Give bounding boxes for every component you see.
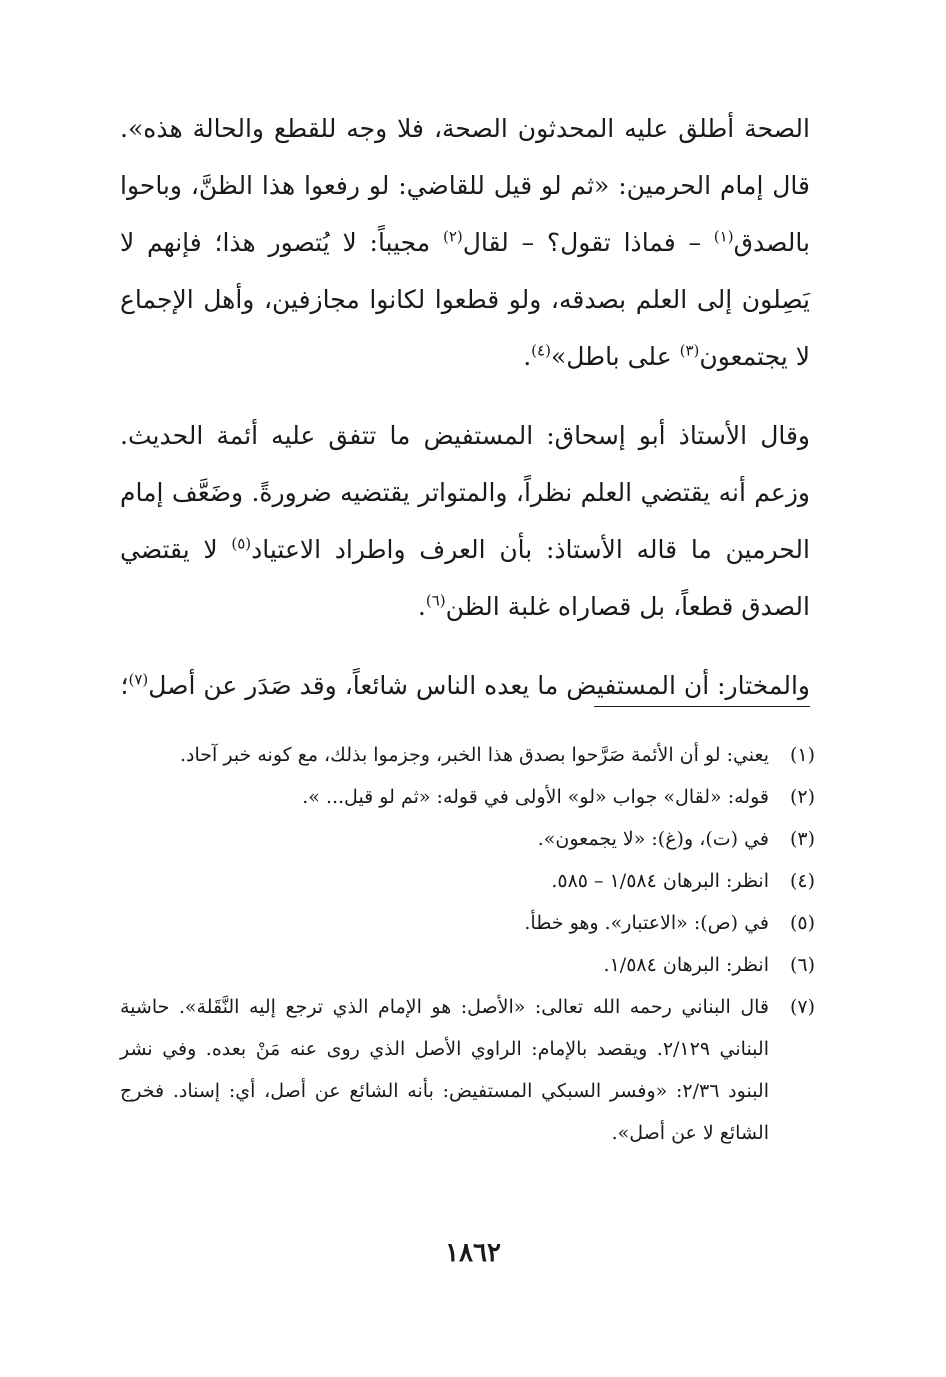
- footnote-text: قوله: «لقال» جواب «لو» الأولى في قوله: «ثم لو قيل... ».: [302, 786, 769, 808]
- footnote-5: [120, 902, 815, 944]
- footnote-number: (٥): [789, 912, 815, 934]
- footnote-text: انظر: البرهان ١/٥٨٤.: [603, 954, 769, 976]
- footnote-number: (٢): [789, 786, 815, 808]
- footnote-number: (٣): [789, 828, 815, 850]
- text-span: لا يقتضي الصدق قطعاً، بل قصاراه غلبة الظن: [120, 535, 810, 621]
- footnote-number: (٦): [789, 954, 815, 976]
- text-span: ؛: [120, 671, 129, 700]
- footnote-text: في (ت)، و(غ): «لا يجمعون».: [537, 828, 769, 850]
- footnote-ref-4[interactable]: (٤): [531, 341, 551, 360]
- text-span: .: [417, 592, 426, 621]
- paragraph-1: [120, 100, 810, 385]
- footnote-7: [120, 986, 815, 1154]
- footnote-ref-7[interactable]: (٧): [128, 670, 149, 689]
- text-span: .: [523, 342, 532, 371]
- text-span: مجيباً: لا يُتصور هذا؛ فإنهم لا يَصِلون إلى العلم بصدقه، ولو قطعوا لكانوا مجازفين، وأهل الإجماع لا يجتمعون: [120, 228, 810, 371]
- footnote-6: [120, 944, 815, 986]
- text-span: على باطل»: [550, 342, 680, 371]
- footnote-1: [120, 734, 815, 776]
- main-text: [120, 100, 810, 714]
- text-span: الصحة أطلق عليه المحدثون الصحة، فلا وجه للقطع والحالة هذه». قال إمام الحرمين: «ثم لو قيل للقاضي: لو رفعوا هذا الظنَّ، وباحوا بالصدق: [120, 114, 810, 257]
- text-span: – فماذا تقول؟ – لقال: [462, 228, 714, 257]
- footnote-number: (١): [789, 744, 815, 766]
- footnote-4: [120, 860, 815, 902]
- footnote-text: قال البناني رحمه الله تعالى: «الأصل: هو الإمام الذي ترجع إليه النَّقَلة». حاشية البناني ٢/١٢٩. ويقصد بالإمام: الراوي الأصل الذي روى عنه مَنْ بعده. وفي نشر البنود ٢/٣٦: «وفسر السبكي المستفيض: بأنه الشائع عن أصل، أي: إسناد. فخرج الشائع لا عن أصل».: [120, 996, 769, 1144]
- footnote-2: [120, 776, 815, 818]
- footnote-text: انظر: البرهان ١/٥٨٤ – ٥٨٥.: [551, 870, 769, 892]
- footnote-3: [120, 818, 815, 860]
- paragraph-2: [120, 407, 810, 635]
- footnote-ref-2[interactable]: (٢): [442, 227, 463, 246]
- footnote-ref-3[interactable]: (٣): [679, 341, 700, 360]
- footnote-number: (٧): [789, 996, 815, 1018]
- footnote-separator: [594, 706, 810, 707]
- text-span: وقال الأستاذ أبو إسحاق: المستفيض ما تتفق عليه أئمة الحديث. وزعم أنه يقتضي العلم نظراً، والمتواتر يقتضيه ضرورةً. وضَعَّف إمام الحرمين ما قاله الأستاذ: بأن العرف واطراد الاعتياد: [120, 421, 810, 564]
- footnote-text: في (ص): «الاعتبار». وهو خطأ.: [524, 912, 769, 934]
- footnote-text: يعني: لو أن الأئمة صَرَّحوا بصدق هذا الخبر، وجزموا بذلك، مع كونه خبر آحاد.: [179, 744, 769, 766]
- footnotes: [120, 734, 815, 1154]
- footnote-number: (٤): [789, 870, 815, 892]
- page-number: ١٨٦٢: [445, 1238, 501, 1268]
- footnote-ref-1[interactable]: (١): [713, 227, 734, 246]
- footnote-ref-6[interactable]: (٦): [425, 591, 446, 610]
- text-span: والمختار: أن المستفيض ما يعده الناس شائعاً، وقد صَدَر عن أصل: [148, 671, 810, 700]
- footnote-ref-5[interactable]: (٥): [231, 534, 252, 553]
